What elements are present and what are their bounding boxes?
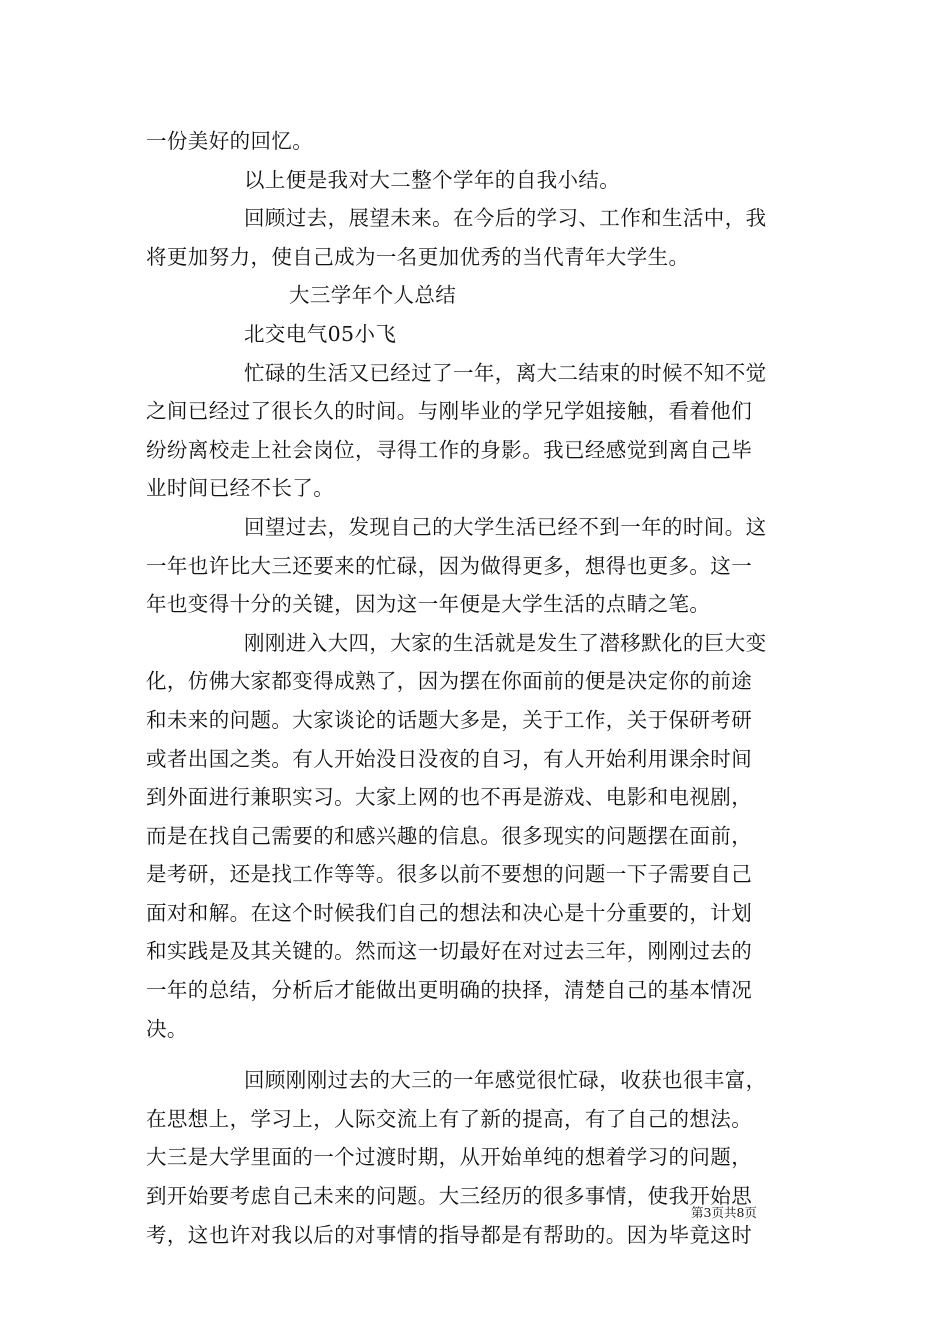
- document-body: [146, 122, 806, 1254]
- text-line: 业时间已经不长了。: [146, 476, 335, 501]
- text-line: 在思想上，学习上，人际交流上有了新的提高，有了自己的想法。: [146, 1106, 753, 1131]
- text-line: 一份美好的回忆。: [146, 129, 314, 153]
- text-line: 考，这也许对我以后的对事情的指导都是有帮助的。因为毕竟这时: [146, 1222, 753, 1247]
- text-line: 之间已经过了很长久的时间。与刚毕业的学兄学姐接触，看着他们: [146, 399, 753, 424]
- text-line: 一年的总结，分析后才能做出更明确的抉择，清楚自己的基本情况: [146, 978, 753, 1003]
- text-line: 纷纷离校走上社会岗位，寻得工作的身影。我已经感觉到离自己毕: [146, 437, 753, 462]
- text-line: 回顾过去，展望未来。在今后的学习、工作和生活中，我: [244, 206, 767, 231]
- text-line: 和实践是及其关键的。然而这一切最好在对过去三年，刚刚过去的: [146, 939, 753, 964]
- text-line: 以上便是我对大二整个学年的自我小结。: [244, 167, 621, 192]
- text-line: 刚刚进入大四，大家的生活就是发生了潜移默化的巨大变: [244, 630, 767, 655]
- text-line: 和未来的问题。大家谈论的话题大多是，关于工作，关于保研考研: [146, 707, 753, 732]
- text-line: 面对和解。在这个时候我们自己的想法和决心是十分重要的，计划: [146, 900, 753, 925]
- text-line: 将更加努力，使自己成为一名更加优秀的当代青年大学生。: [146, 244, 690, 269]
- text-line: 大三是大学里面的一个过渡时期，从开始单纯的想着学习的问题，: [146, 1145, 753, 1170]
- text-line: 而是在找自己需要的和感兴趣的信息。很多现实的问题摆在面前，: [146, 823, 753, 848]
- author-line: 北交电气05小飞: [244, 321, 397, 346]
- text-line: 到外面进行兼职实习。大家上网的也不再是游戏、电影和电视剧，: [146, 785, 753, 810]
- text-line: 是考研，还是找工作等等。很多以前不要想的问题一下子需要自己: [146, 862, 753, 887]
- text-line: 或者出国之类。有人开始没日没夜的自习，有人开始利用课余时间: [146, 746, 753, 771]
- text-line: 年也变得十分的关键，因为这一年便是大学生活的点睛之笔。: [146, 592, 711, 617]
- section-title: 大三学年个人总结: [289, 283, 457, 308]
- text-line: 回望过去，发现自己的大学生活已经不到一年的时间。这: [244, 514, 767, 539]
- paragraph-gap: [146, 1048, 806, 1061]
- text-line: 决。: [146, 1016, 188, 1041]
- text-line: 回顾刚刚过去的大三的一年感觉很忙碌，收获也很丰富，: [244, 1068, 767, 1093]
- page-number: 第3页共8页: [691, 1205, 757, 1220]
- text-line: 化，仿佛大家都变得成熟了，因为摆在你面前的便是决定你的前途: [146, 669, 753, 694]
- text-line: 忙碌的生活又已经过了一年，离大二结束的时候不知不觉: [244, 360, 767, 385]
- text-line: 一年也许比大三还要来的忙碌，因为做得更多，想得也更多。这一: [146, 553, 753, 578]
- text-line: 到开始要考虑自己未来的问题。大三经历的很多事情，使我开始思: [146, 1184, 753, 1209]
